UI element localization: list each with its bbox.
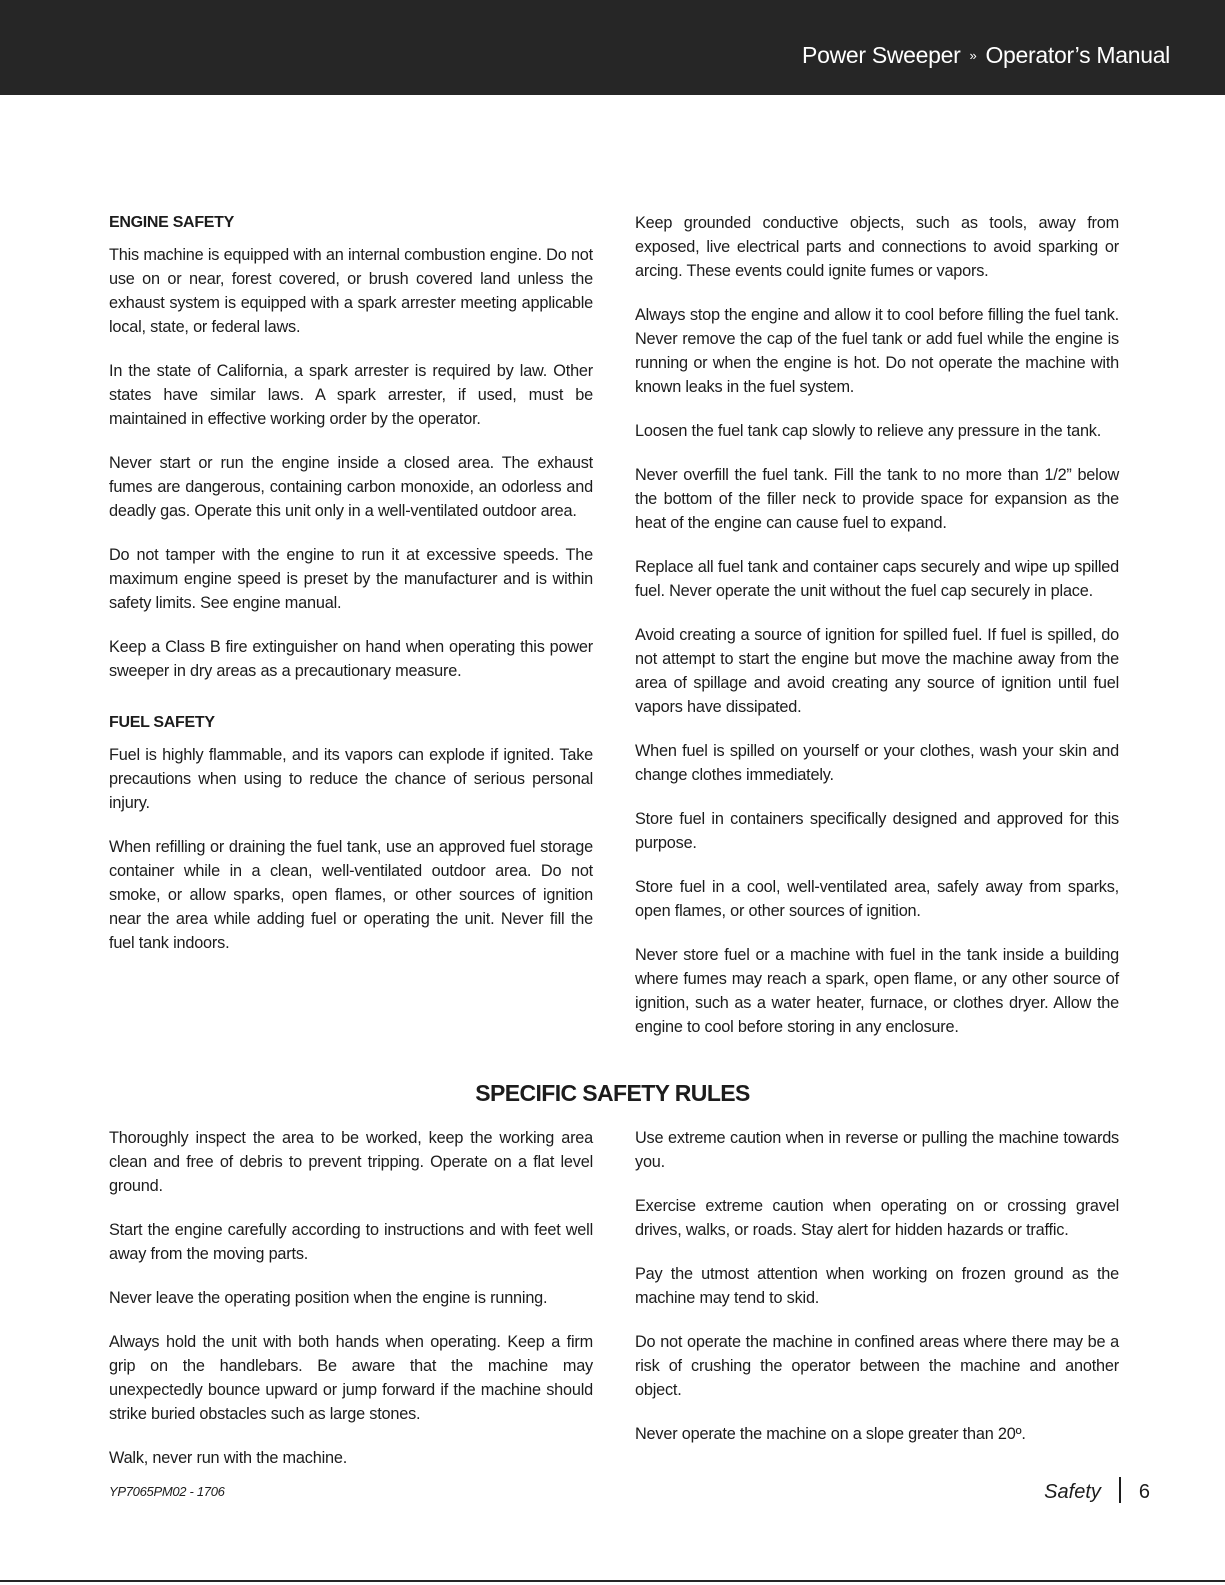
manual-title: Operator’s Manual xyxy=(985,42,1170,68)
engine-safety-paragraph: Keep a Class B fire extinguisher on hand when operating this power sweeper in dry areas as a precautionary measure. xyxy=(109,638,593,680)
fuel-safety-paragraph: When refilling or draining the fuel tank, use an approved fuel storage container while in a clean, well-ventilated outdoor area. Do not smoke, or allow sparks, open flames, or other sources of ignition near the area while adding fuel or operating the unit. Never fill the fuel tank indoors. xyxy=(109,838,593,952)
safety-rule-paragraph: Exercise extreme caution when operating on or crossing gravel drives, walks, or roads. Stay alert for hidden hazards or traffic. xyxy=(635,1197,1119,1239)
engine-safety-heading: ENGINE SAFETY xyxy=(109,214,235,231)
fuel-safety-paragraph: Store fuel in containers specifically designed and approved for this purpose. xyxy=(635,810,1119,852)
fuel-safety-paragraph: Never overfill the fuel tank. Fill the tank to no more than 1/2” below the bottom of the filler neck to provide space for expansion as the heat of the engine can cause fuel to expand. xyxy=(635,466,1119,532)
header-bar xyxy=(0,0,1225,95)
footer-divider xyxy=(1119,1477,1121,1503)
fuel-safety-paragraph: Avoid creating a source of ignition for spilled fuel. If fuel is spilled, do not attempt to start the engine but move the machine away from the area of spillage and avoid creating any source of ignition until fuel vapors have dissipated. xyxy=(635,626,1119,716)
safety-rule-paragraph: Always hold the unit with both hands when operating. Keep a firm grip on the handlebars. Be aware that the machine may unexpectedly bounce upward or jump forward if the machine should strike buried obstacles such as large stones. xyxy=(109,1333,593,1423)
right-column-bottom xyxy=(635,1126,1119,1466)
fuel-safety-paragraph: Loosen the fuel tank cap slowly to relieve any pressure in the tank. xyxy=(635,422,1102,440)
document-number: YP7065PM02 - 1706 xyxy=(109,1484,225,1499)
left-column-top xyxy=(109,211,593,975)
engine-safety-paragraph: Do not tamper with the engine to run it at excessive speeds. The maximum engine speed is preset by the manufacturer and is within safety limits. See engine manual. xyxy=(109,546,593,612)
right-column-top xyxy=(635,211,1119,1059)
fuel-safety-paragraph: Keep grounded conductive objects, such as tools, away from exposed, live electrical parts and connections to avoid sparking or arcing. These events could ignite fumes or vapors. xyxy=(635,214,1119,280)
product-name: Power Sweeper xyxy=(802,42,961,68)
fuel-safety-paragraph: Store fuel in a cool, well-ventilated area, safely away from sparks, open flames, or other sources of ignition. xyxy=(635,878,1119,920)
fuel-safety-paragraph: When fuel is spilled on yourself or your clothes, wash your skin and change clothes immediately. xyxy=(635,742,1119,784)
section-name: Safety xyxy=(1044,1481,1101,1503)
safety-rule-paragraph: Never leave the operating position when the engine is running. xyxy=(109,1289,548,1307)
fuel-safety-paragraph: Replace all fuel tank and container caps securely and wipe up spilled fuel. Never operate the unit without the fuel cap securely in place. xyxy=(635,558,1119,600)
specific-safety-rules-heading: SPECIFIC SAFETY RULES xyxy=(475,1080,750,1106)
page-number: 6 xyxy=(1138,1481,1150,1503)
safety-rule-paragraph: Use extreme caution when in reverse or pulling the machine towards you. xyxy=(635,1129,1119,1171)
bottom-rule xyxy=(0,1580,1225,1582)
engine-safety-paragraph: This machine is equipped with an internal combustion engine. Do not use on or near, forest covered, or brush covered land unless the exhaust system is equipped with a spark arrester meeting applicable local, state, or federal laws. xyxy=(109,246,593,336)
page-footer xyxy=(1044,1477,1150,1504)
safety-rule-paragraph: Pay the utmost attention when working on frozen ground as the machine may tend to skid. xyxy=(635,1265,1119,1307)
engine-safety-paragraph: Never start or run the engine inside a closed area. The exhaust fumes are dangerous, containing carbon monoxide, an odorless and deadly gas. Operate this unit only in a well-ventilated outdoor area. xyxy=(109,454,593,520)
left-column-bottom xyxy=(109,1126,593,1490)
safety-rule-paragraph: Start the engine carefully according to instructions and with feet well away from the moving parts. xyxy=(109,1221,593,1263)
safety-rule-paragraph: Do not operate the machine in confined areas where there may be a risk of crushing the operator between the machine and another object. xyxy=(635,1333,1119,1399)
safety-rule-paragraph: Never operate the machine on a slope greater than 20º. xyxy=(635,1425,1026,1443)
fuel-safety-heading: FUEL SAFETY xyxy=(109,714,215,731)
engine-safety-paragraph: In the state of California, a spark arrester is required by law. Other states have similar laws. A spark arrester, if used, must be maintained in effective working order by the operator. xyxy=(109,362,593,428)
fuel-safety-paragraph: Never store fuel or a machine with fuel in the tank inside a building where fumes may reach a spark, open flame, or any other source of ignition, such as a water heater, furnace, or clothes dryer. Allow the engine to cool before storing in any enclosure. xyxy=(635,946,1119,1036)
breadcrumb-separator: » xyxy=(969,48,977,63)
fuel-safety-paragraph: Fuel is highly flammable, and its vapors can explode if ignited. Take precautions when using to reduce the chance of serious personal injury. xyxy=(109,746,593,812)
fuel-safety-paragraph: Always stop the engine and allow it to cool before filling the fuel tank. Never remove the cap of the fuel tank or add fuel while the engine is running or when the engine is hot. Do not operate the machine with known leaks in the fuel system. xyxy=(635,306,1119,396)
breadcrumb xyxy=(802,42,1170,69)
safety-rule-paragraph: Walk, never run with the machine. xyxy=(109,1449,348,1467)
safety-rule-paragraph: Thoroughly inspect the area to be worked, keep the working area clean and free of debris to prevent tripping. Operate on a flat level ground. xyxy=(109,1129,593,1195)
